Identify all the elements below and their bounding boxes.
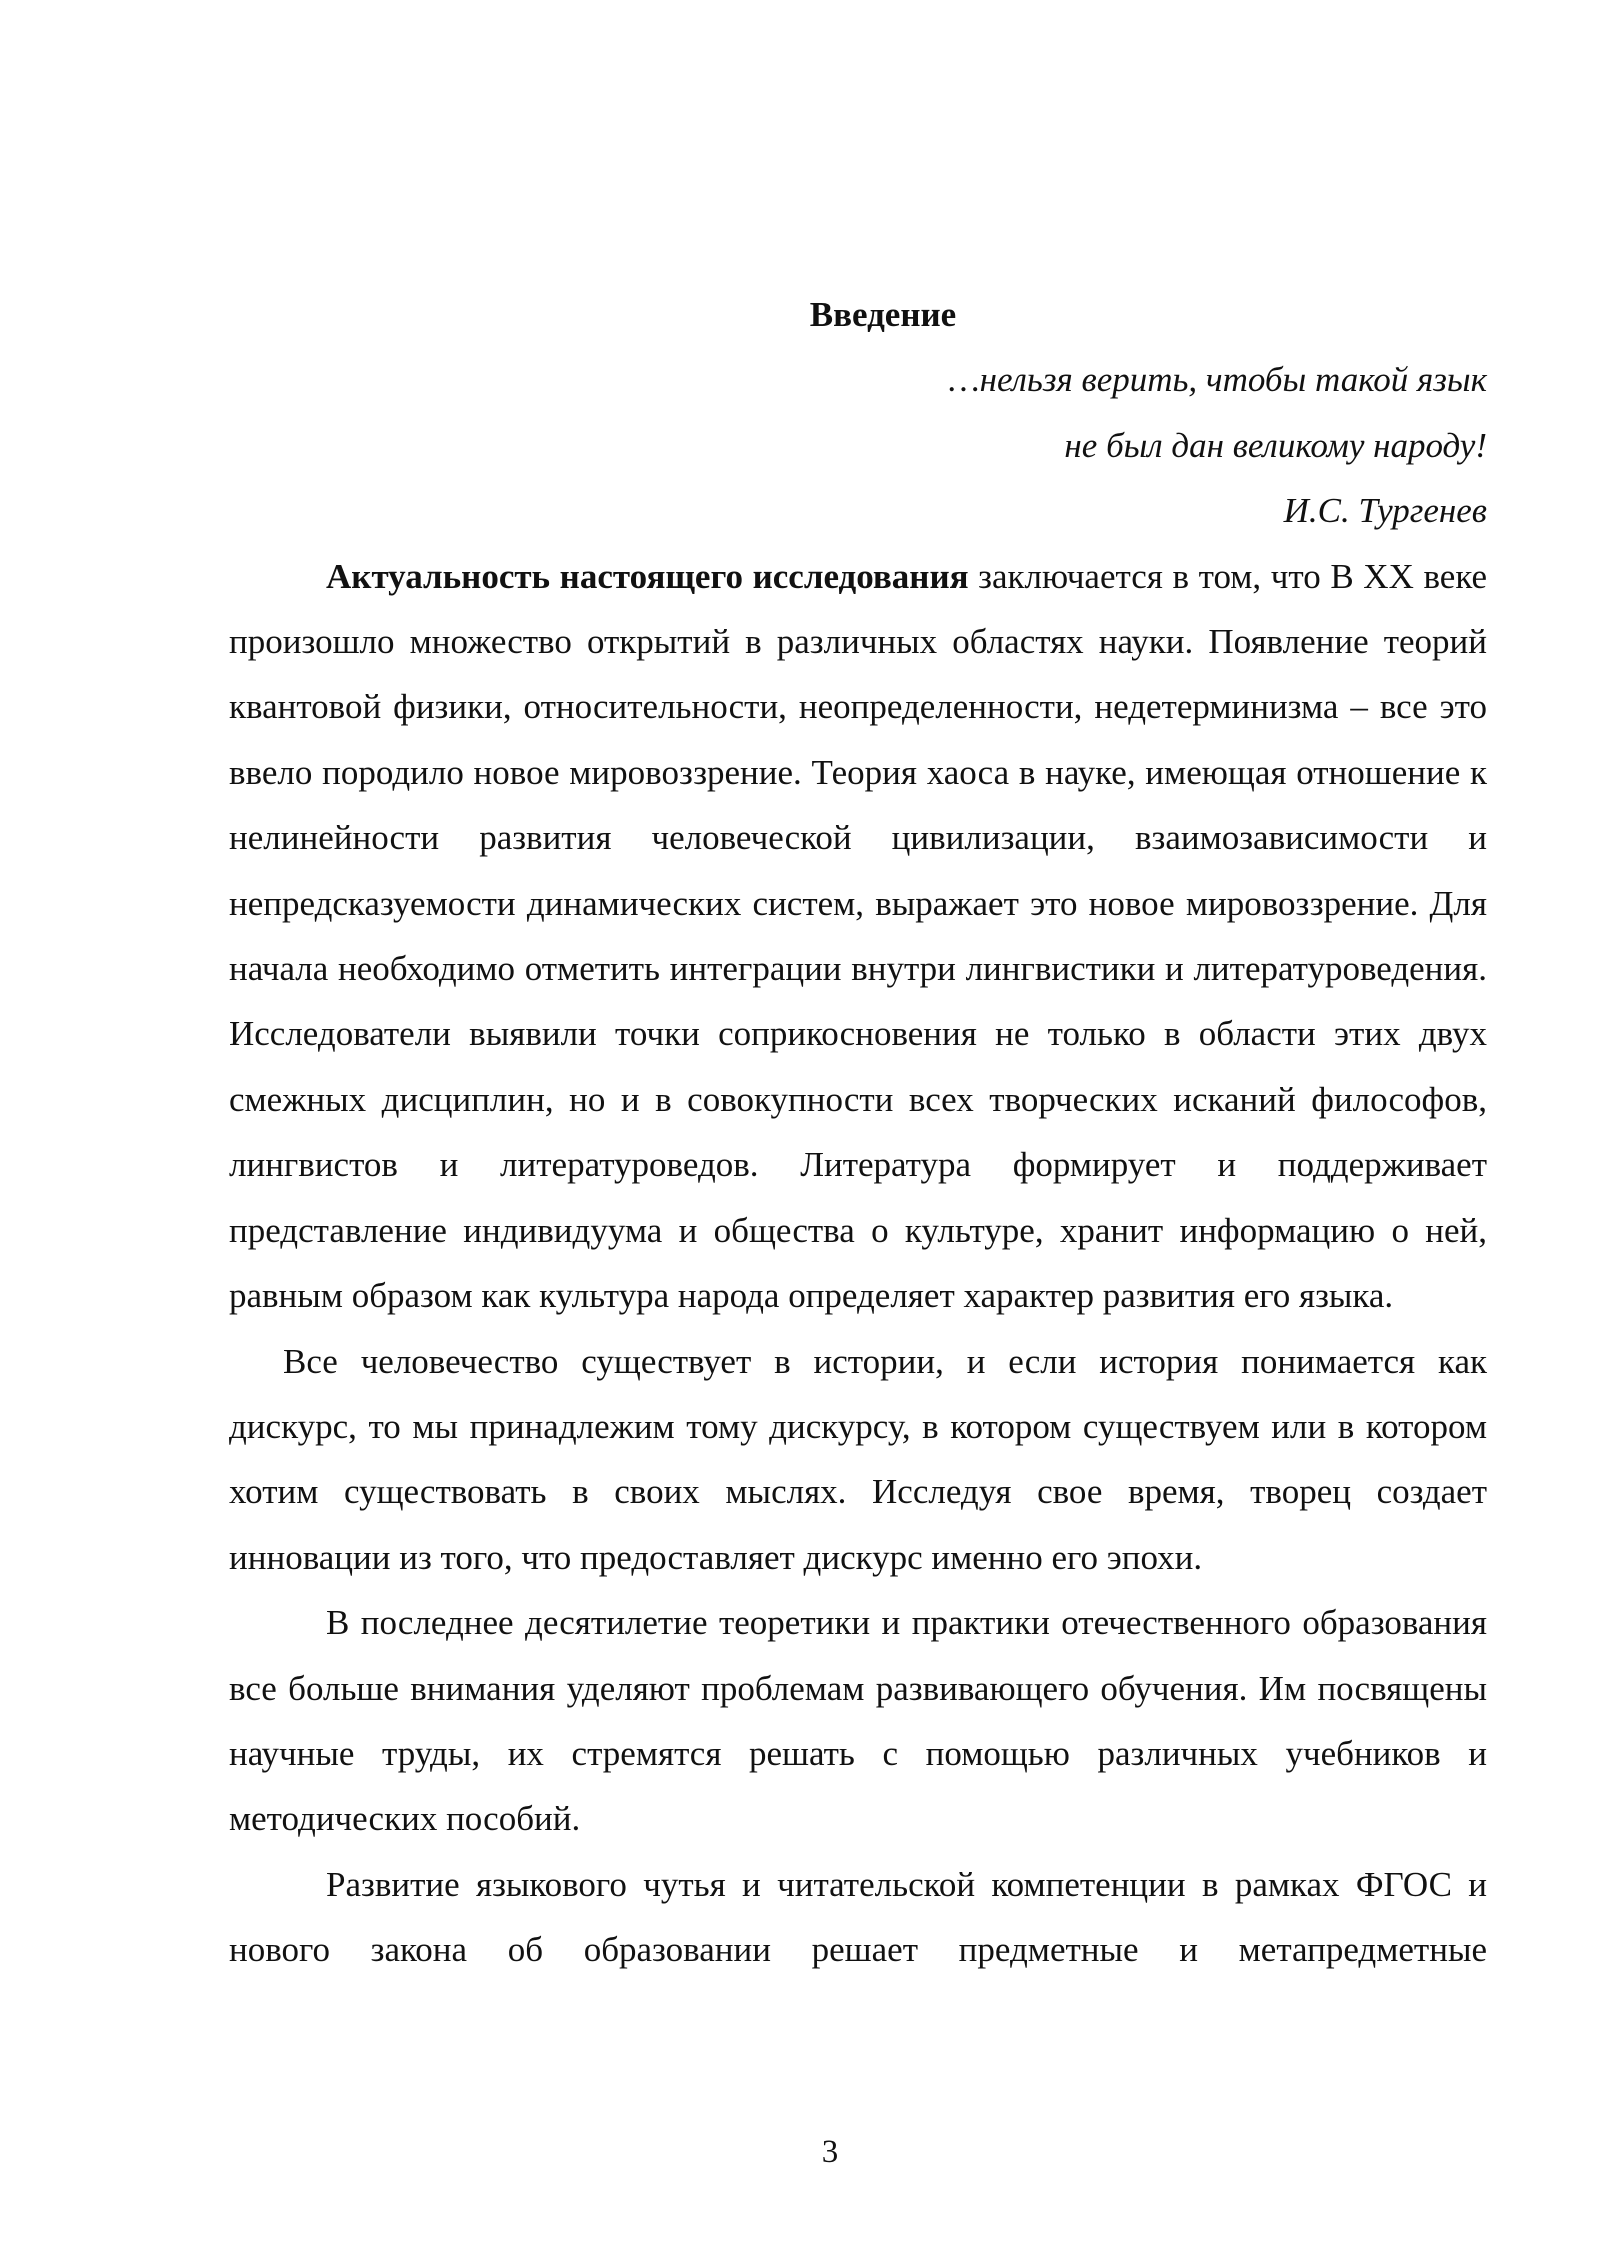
paragraph-language-sense: Развитие языкового чутья и читательской компетенции в рамках ФГОС и нового закона об образовании решает предметные и метапредметные: [229, 1864, 1487, 1970]
paragraph-education: В последнее десятилетие теоретики и практики отечественного образования все больше внимания уделяют проблемам развивающего обучения. Им посвящены научные труды, их стремятся решать с помощью различных учебников и методических пособий.: [229, 1603, 1487, 1839]
paragraph-relevance: [229, 544, 1487, 1329]
page-body: [229, 282, 1487, 1983]
paragraph-discourse: Все человечество существует в истории, и если история понимается как дискурс, то мы принадлежим тому дискурсу, в котором существуем или в котором хотим существовать в своих мыслях. Исследуя свое время, творец создает инновации из того, что предоставляет дискурс именно его эпохи.: [229, 1341, 1487, 1577]
epigraph: [229, 347, 1487, 543]
page-number: 3: [821, 2134, 839, 2170]
epigraph-line-1: …нельзя верить, чтобы такой язык: [948, 360, 1487, 400]
section-heading: Введение: [809, 295, 957, 334]
epigraph-line-2: не был дан великому народу!: [1064, 425, 1487, 465]
relevance-text: заключается в том, что В XX веке произошло множество открытий в различных областях науки. Появление теорий квантовой физики, относительности, неопределенности, недетерминизма – все это ввело породило новое мировоззрение. Теория хаоса в науке, имеющая отношение к нелинейности развития человеческой цивилизации, взаимозависимости и непредсказуемости динамических систем, выражает это новое мировоззрение. Для начала необходимо отметить интеграции внутри лингвистики и литературоведения. Исследователи выявили точки соприкосновения не только в области этих двух смежных дисциплин, но и в совокупности всех творческих исканий философов, лингвистов и литературоведов. Литература формирует и поддерживает представление индивидуума и общества о культуре, хранит информацию о ней, равным образом как культура народа определяет характер развития его языка.: [229, 556, 1487, 1316]
relevance-bold-lead: Актуальность настоящего исследования: [326, 556, 969, 596]
epigraph-author: И.С. Тургенев: [1283, 491, 1487, 531]
